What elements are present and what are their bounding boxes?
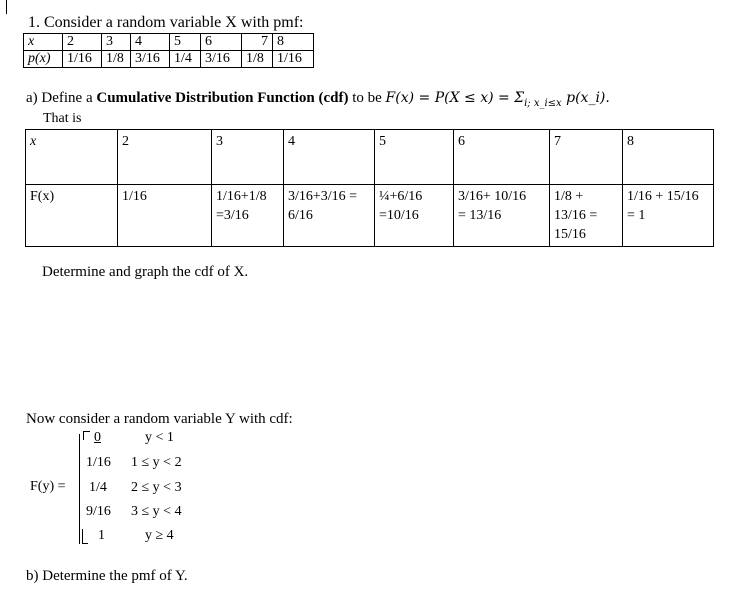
cdf-f-cell	[212, 185, 284, 247]
piece-value: 1/4	[89, 480, 107, 495]
piece-condition: y ≥ 4	[145, 528, 174, 543]
pmf-p-cell: 3/16	[131, 51, 170, 68]
pmf-p-cell: 1/16	[273, 51, 314, 68]
cdf-f-row	[26, 185, 714, 247]
piece-value: 9/16	[86, 504, 111, 519]
cdf-f-cell	[623, 185, 714, 247]
cdf-f-line: =3/16	[216, 208, 249, 223]
pmf-p-cell: 1/16	[63, 51, 102, 68]
determine-instruction: Determine and graph the cdf of X.	[42, 264, 249, 280]
pmf-x-cell: 6	[201, 34, 242, 51]
cdf-x-cell: 6	[454, 130, 550, 185]
part-a-definition	[26, 90, 610, 109]
cdf-x-row	[26, 130, 714, 185]
cdf-f-line: = 1	[627, 208, 646, 223]
cdf-f-line: = 13/16	[458, 208, 502, 223]
cdf-formula-subscript: i; x_i≤x	[524, 98, 562, 109]
pmf-x-label: x	[24, 34, 63, 51]
pmf-p-cell: 1/8	[102, 51, 131, 68]
cdf-x-cell: 5	[375, 130, 454, 185]
pmf-x-row	[24, 34, 314, 51]
pmf-x-cell: 3	[102, 34, 131, 51]
pmf-x-cell: 5	[170, 34, 201, 51]
pmf-x-cell: 8	[273, 34, 314, 51]
cdf-f-line: 1/16 + 15/16	[627, 189, 699, 204]
pmf-p-cell: 3/16	[201, 51, 242, 68]
question-title: 1. Consider a random variable X with pmf:	[28, 14, 304, 31]
cdf-f-line: 3/16+3/16 =	[288, 189, 358, 204]
that-is-label: That is	[43, 111, 82, 126]
pmf-x-cell: 2	[63, 34, 102, 51]
pmf-p-cell: 1/4	[170, 51, 201, 68]
cdf-x-cell: 2	[118, 130, 212, 185]
cdf-f-cell	[454, 185, 550, 247]
cdf-x-cell: 3	[212, 130, 284, 185]
cdf-f-line: 3/16+ 10/16	[458, 189, 527, 204]
piece-value: 1	[98, 528, 105, 543]
cdf-table	[25, 129, 714, 247]
piecewise-lhs: F(y) =	[30, 479, 66, 494]
pmf-p-row	[24, 51, 314, 68]
pmf-p-cell: 1/8	[242, 51, 273, 68]
brace-left	[79, 434, 86, 544]
part-b-instruction: b) Determine the pmf of Y.	[26, 568, 188, 584]
cdf-f-line: 15/16	[554, 227, 586, 242]
pmf-x-cell: 4	[131, 34, 170, 51]
piece-condition: 1 ≤ y < 2	[131, 455, 182, 470]
part-a-middle: to be	[348, 90, 386, 106]
cdf-x-label: x	[26, 130, 118, 185]
cdf-f-line: ¼+6/16	[379, 189, 423, 204]
pmf-table	[23, 33, 314, 68]
cdf-f-cell	[284, 185, 375, 247]
cdf-f-cell	[118, 185, 212, 247]
cdf-f-cell	[550, 185, 623, 247]
text-cursor	[6, 0, 7, 14]
cdf-formula-tail: p(x_i).	[561, 90, 610, 106]
piece-value: 1/16	[86, 455, 111, 470]
cdf-f-line: =10/16	[379, 208, 419, 223]
cdf-x-cell: 8	[623, 130, 714, 185]
part-y-intro: Now consider a random variable Y with cdf:	[26, 411, 293, 427]
pmf-p-label: p(x)	[24, 51, 63, 68]
cdf-f-line: 1/16	[122, 189, 147, 204]
pmf-x-cell: 7	[242, 34, 273, 51]
cdf-f-line: 13/16 =	[554, 208, 598, 223]
cdf-f-label: F(x)	[26, 185, 118, 247]
piece-condition: 2 ≤ y < 3	[131, 480, 182, 495]
cdf-f-line: 1/8 +	[554, 189, 584, 204]
cdf-formula: F(x) = P(X ≤ x) = Σ	[385, 90, 525, 106]
cdf-term: Cumulative Distribution Function (cdf)	[96, 90, 349, 106]
piece-condition: y < 1	[145, 430, 174, 445]
part-a-prefix: a) Define a	[26, 90, 97, 106]
cdf-x-cell: 4	[284, 130, 375, 185]
cdf-x-cell: 7	[550, 130, 623, 185]
cdf-f-cell	[375, 185, 454, 247]
piece-condition: 3 ≤ y < 4	[131, 504, 182, 519]
cdf-f-line: 6/16	[288, 208, 313, 223]
cdf-f-line: 1/16+1/8	[216, 189, 267, 204]
piece-value: 0	[94, 430, 101, 445]
brace-bottom	[82, 529, 88, 544]
